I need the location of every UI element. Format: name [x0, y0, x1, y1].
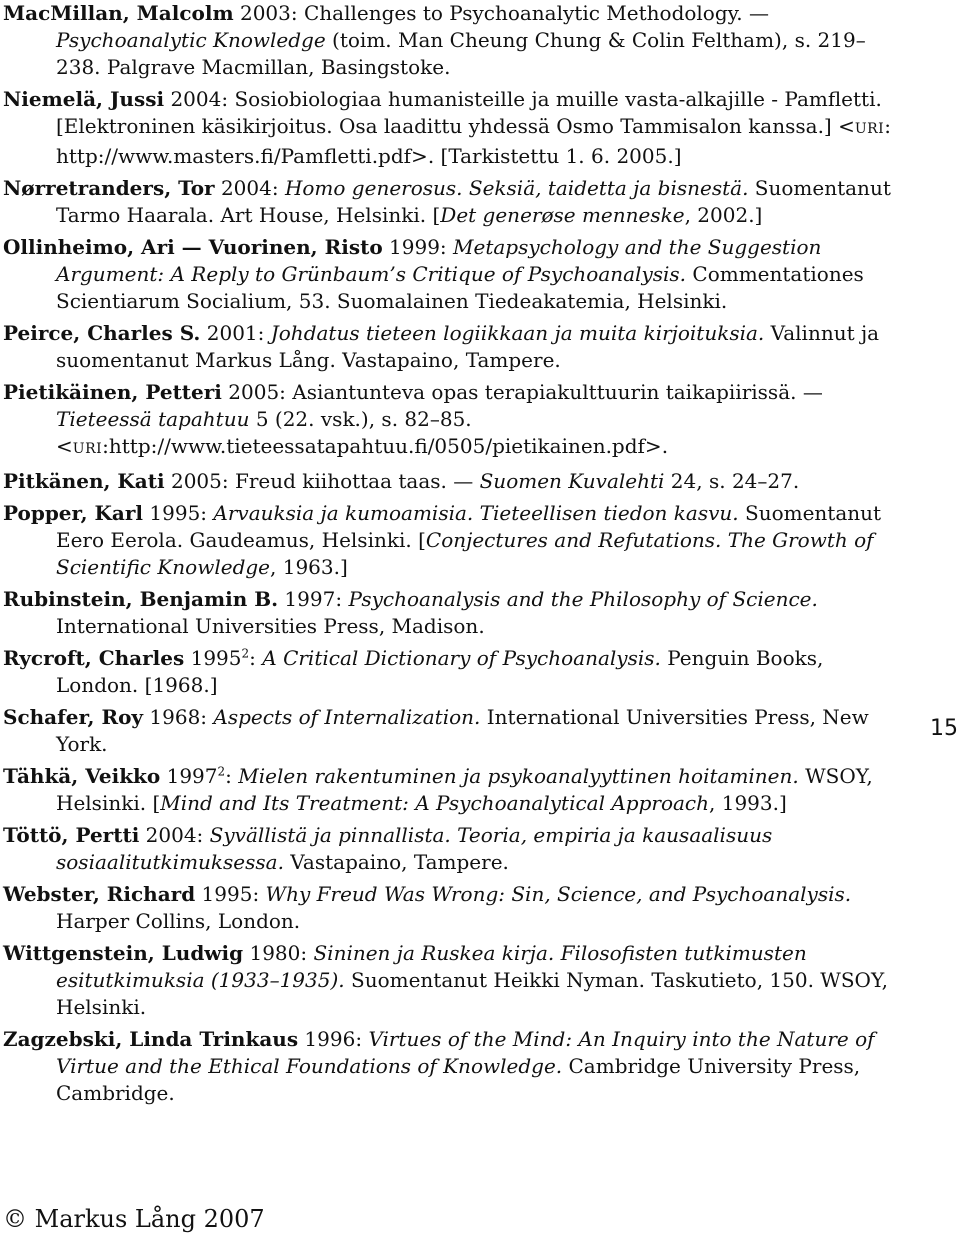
reference-title: Suomen Kuvalehti [479, 469, 665, 493]
reference-text: 2004: [214, 176, 285, 200]
reference-title: Why Freud Was Wrong: Sin, Science, and Psychoanalysis. [265, 882, 852, 906]
reference-text: :http://www.tieteessatapahtuu.fi/0505/pietikainen.pdf>. [102, 434, 669, 458]
reference-entry [3, 320, 903, 374]
reference-title: Aspects of Internalization. [213, 705, 481, 729]
reference-author: Zagzebski, Linda Trinkaus [3, 1027, 299, 1051]
reference-title: Sininen ja Ruskea kirja. Filosofisten tutkimusten esitutkimuksia (1933–1935). [56, 941, 807, 992]
reference-title: Syvällistä ja pinnallista. Teoria, empiria ja kausaalisuus sosiaalitutkimuksessa. [56, 823, 773, 874]
uri-label: URI [72, 441, 103, 457]
reference-title: Virtues of the Mind: An Inquiry into the Nature of Virtue and the Ethical Foundations of Knowledge. [56, 1027, 875, 1078]
reference-title: Psychoanalysis and the Philosophy of Science. [348, 587, 818, 611]
reference-text: 5 (22. vsk.), s. 82–85. < [56, 407, 472, 458]
reference-text: Vastapaino, Tampere. [283, 850, 509, 874]
reference-text: Valinnut ja suomentanut Markus Lång. Vastapaino, Tampere. [56, 321, 880, 372]
reference-entry [3, 1026, 903, 1107]
reference-entry [3, 175, 903, 229]
reference-title: Metapsychology and the Suggestion Argument: A Reply to Grünbaum’s Critique of Psychoanalysis. [56, 235, 822, 286]
reference-text: 2004: Sosiobiologiaa humanisteille ja muille vasta-alkajille - Pamfletti. [Elektroninen käsikirjoitus. Osa laadittu yhdessä Osmo Tammisalon kanssa.] < [56, 87, 882, 138]
reference-text: Suomentanut Heikki Nyman. Taskutieto, 150. WSOY, Helsinki. [56, 968, 888, 1019]
reference-text: , 2002.] [684, 203, 763, 227]
reference-text: , 1993.] [709, 791, 787, 815]
reference-title: Arvauksia ja kumoamisia. Tieteellisen tiedon kasvu. [213, 501, 739, 525]
reference-text: 2004: [139, 823, 210, 847]
reference-entry [3, 0, 903, 81]
reference-text: 1995: [143, 501, 214, 525]
reference-entry [3, 940, 903, 1021]
reference-author: Popper, Karl [3, 501, 144, 525]
reference-author: Pitkänen, Kati [3, 469, 165, 493]
reference-author: Rycroft, Charles [3, 646, 185, 670]
reference-entry [3, 645, 903, 699]
reference-text: 1999: [382, 235, 454, 259]
reference-title: Conjectures and Refutations. The Growth of Scientific Knowledge [56, 528, 874, 579]
copyright-notice: © Markus Lång 2007 [3, 1205, 265, 1233]
reference-text: Harper Collins, London. [56, 909, 301, 933]
reference-text: WSOY, Helsinki. [ [56, 764, 873, 815]
page-number: 15 [930, 716, 958, 741]
uri-label: URI [854, 121, 885, 137]
reference-entry [3, 881, 903, 935]
reference-title: Mielen rakentuminen ja psykoanalyyttinen hoitaminen. [238, 764, 799, 788]
reference-text: : http://www.masters.fi/Pamfletti.pdf>. [Tarkistettu 1. 6. 2005.] [56, 114, 891, 168]
reference-author: Peirce, Charles S. [3, 321, 201, 345]
reference-text: Penguin Books, London. [1968.] [56, 646, 824, 697]
reference-text: 24, s. 24–27. [664, 469, 800, 493]
reference-author: Webster, Richard [3, 882, 196, 906]
reference-entry [3, 234, 903, 315]
reference-text: 1997 [160, 764, 218, 788]
reference-text: International Universities Press, Madison. [56, 614, 485, 638]
reference-text: 1996: [298, 1027, 369, 1051]
reference-text: , 1963.] [270, 555, 348, 579]
reference-entry [3, 86, 903, 170]
reference-author: Töttö, Pertti [3, 823, 140, 847]
reference-text: 2003: Challenges to Psychoanalytic Methodology. — [233, 1, 770, 25]
reference-author: Schafer, Roy [3, 705, 144, 729]
reference-title: Tieteessä tapahtuu [56, 407, 250, 431]
reference-text: Commentationes Scientiarum Socialium, 53. Suomalainen Tiedeakatemia, Helsinki. [56, 262, 864, 313]
reference-title: A Critical Dictionary of Psychoanalysis. [262, 646, 661, 670]
reference-author: Niemelä, Jussi [3, 87, 165, 111]
reference-title: Psychoanalytic Knowledge [56, 28, 326, 52]
reference-text: 1980: [243, 941, 314, 965]
reference-title: Homo generosus. Seksiä, taidetta ja bisnestä. [284, 176, 749, 200]
reference-text: 1997: [278, 587, 349, 611]
reference-author: Rubinstein, Benjamin B. [3, 587, 279, 611]
reference-text: 2001: [200, 321, 271, 345]
reference-text: 2005: Asiantunteva opas terapiakulttuurin taikapiirissä. — [221, 380, 823, 404]
reference-author: Pietikäinen, Petteri [3, 380, 222, 404]
reference-author: Tähkä, Veikko [3, 764, 161, 788]
reference-text: (toim. Man Cheung Chung & Colin Feltham), s. 219–238. Palgrave Macmillan, Basingstoke. [56, 28, 866, 79]
reference-entry [3, 704, 903, 758]
reference-text: : [225, 764, 239, 788]
reference-entry [3, 763, 903, 817]
reference-title: Mind and Its Treatment: A Psychoanalytical Approach [160, 791, 709, 815]
reference-text: 1968: [143, 705, 214, 729]
reference-entry [3, 586, 903, 640]
reference-title: Johdatus tieteen logiikkaan ja muita kirjoituksia. [270, 321, 765, 345]
reference-list [3, 0, 903, 1112]
reference-author: Nørretranders, Tor [3, 176, 215, 200]
reference-text: International Universities Press, New York. [56, 705, 869, 756]
reference-title: Det generøse menneske [440, 203, 685, 227]
reference-text: Suomentanut Tarmo Haarala. Art House, Helsinki. [ [56, 176, 891, 227]
reference-text: Cambridge University Press, Cambridge. [56, 1054, 861, 1105]
reference-entry [3, 822, 903, 876]
reference-author: Wittgenstein, Ludwig [3, 941, 244, 965]
reference-author: Ollinheimo, Ari — Vuorinen, Risto [3, 235, 383, 259]
reference-text: 1995: [195, 882, 266, 906]
reference-author: MacMillan, Malcolm [3, 1, 234, 25]
reference-entry [3, 468, 903, 495]
reference-text: 2005: Freud kiihottaa taas. — [164, 469, 480, 493]
reference-entry [3, 500, 903, 581]
reference-text: 1995 [184, 646, 242, 670]
reference-entry [3, 379, 903, 463]
edition-superscript: 2 [241, 646, 250, 661]
reference-text: Suomentanut Eero Eerola. Gaudeamus, Helsinki. [ [56, 501, 882, 552]
reference-text: : [249, 646, 263, 670]
edition-superscript: 2 [217, 764, 226, 779]
